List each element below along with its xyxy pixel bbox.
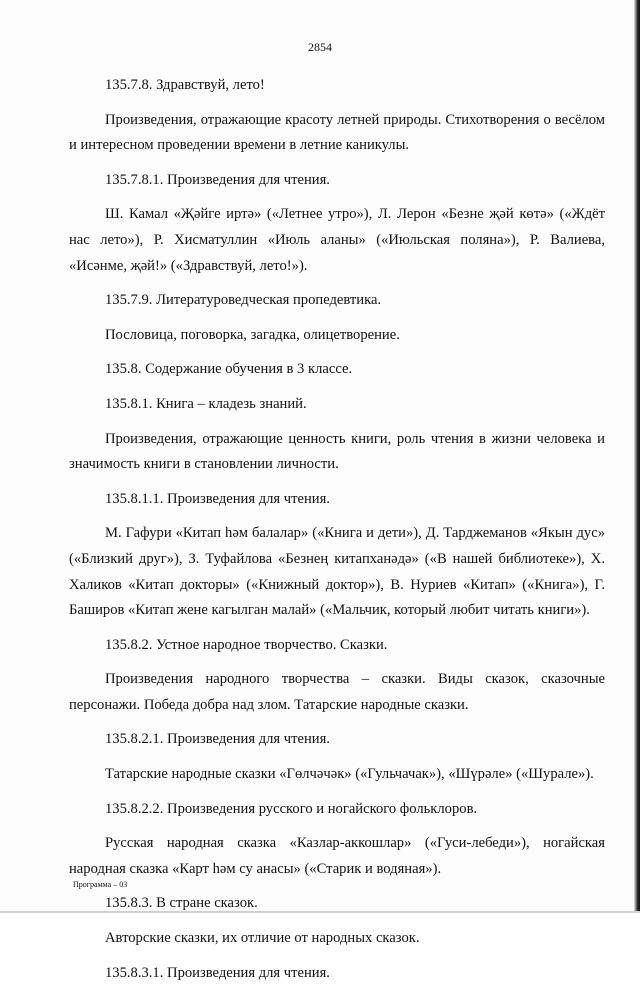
section-heading: 135.7.9. Литературоведческая пропедевтика. xyxy=(105,292,382,309)
section-heading: 135.8.3.1. Произведения для чтения. xyxy=(105,964,330,981)
section-heading: 135.8.2.2. Произведения русского и ногайского фольклоров. xyxy=(105,800,478,817)
section-heading: 135.8.2.1. Произведения для чтения. xyxy=(105,731,330,748)
paragraph: Русская народная сказка «Казлар-аккошлар» («Гуси-лебеди»), ногайская народная сказка «Карт һәм су анасы» («Старик и водяная»). xyxy=(69,835,605,877)
paragraph: Произведения народного творчества – сказки. Виды сказок, сказочные персонажи. Победа добра над злом. Татарские народные сказки. xyxy=(69,671,605,713)
section-heading: 135.7.8. Здравствуй, лето! xyxy=(105,77,265,93)
section-heading: 135.8.2. Устное народное творчество. Сказки. xyxy=(105,636,388,653)
document-body xyxy=(69,73,605,995)
section-heading: 135.8. Содержание обучения в 3 классе. xyxy=(105,361,353,378)
paragraph: Произведения, отражающие ценность книги, роль чтения в жизни человека и значимость книги в становлении личности. xyxy=(69,430,605,473)
paragraph: Ш. Камал «Җәйге иртә» («Летнее утро»), Л. Лерон «Безне җәй көтә» («Ждёт нас лето»), Р. Хисматуллин «Июль аланы» («Июльская поляна»), Р. Валиева, «Исәнме, җәй!» («Здравствуй, лето!»). xyxy=(69,206,605,274)
footer-label: Программа – 03 xyxy=(73,880,128,889)
paragraph: Произведения, отражающие красоту летней природы. Стихотворения о весёлом и интересном проведении времени в летние каникулы. xyxy=(69,111,605,154)
page-number: 2854 xyxy=(308,40,332,54)
paragraph: Татарские народные сказки «Гөлчәчәк» («Гульчачак»), «Шүрәле» («Шурале»). xyxy=(105,766,594,783)
paragraph: Пословица, поговорка, загадка, олицетворение. xyxy=(105,326,400,343)
paragraph: Авторские сказки, их отличие от народных сказок. xyxy=(105,930,420,947)
section-heading: 135.7.8.1. Произведения для чтения. xyxy=(105,171,330,188)
paragraph: М. Гафури «Китап һәм балалар» («Книга и дети»), Д. Тарджеманов «Якын дус» («Близкий друг»), З. Туфайлова «Безнең китапханәдә» («В нашей библиотеке»), Х. Халиков «Китап докторы» («Книжный доктор»), В. Нуриев «Китап» («Книга»), Г. Баширов «Китап жене кагылган малай» («Мальчик, который любит читать книги»). xyxy=(69,525,605,619)
section-heading: 135.8.3. В стране сказок. xyxy=(105,895,258,912)
section-heading: 135.8.1. Книга – кладезь знаний. xyxy=(105,395,307,412)
section-heading: 135.8.1.1. Произведения для чтения. xyxy=(105,490,330,507)
scan-edge xyxy=(634,0,640,913)
